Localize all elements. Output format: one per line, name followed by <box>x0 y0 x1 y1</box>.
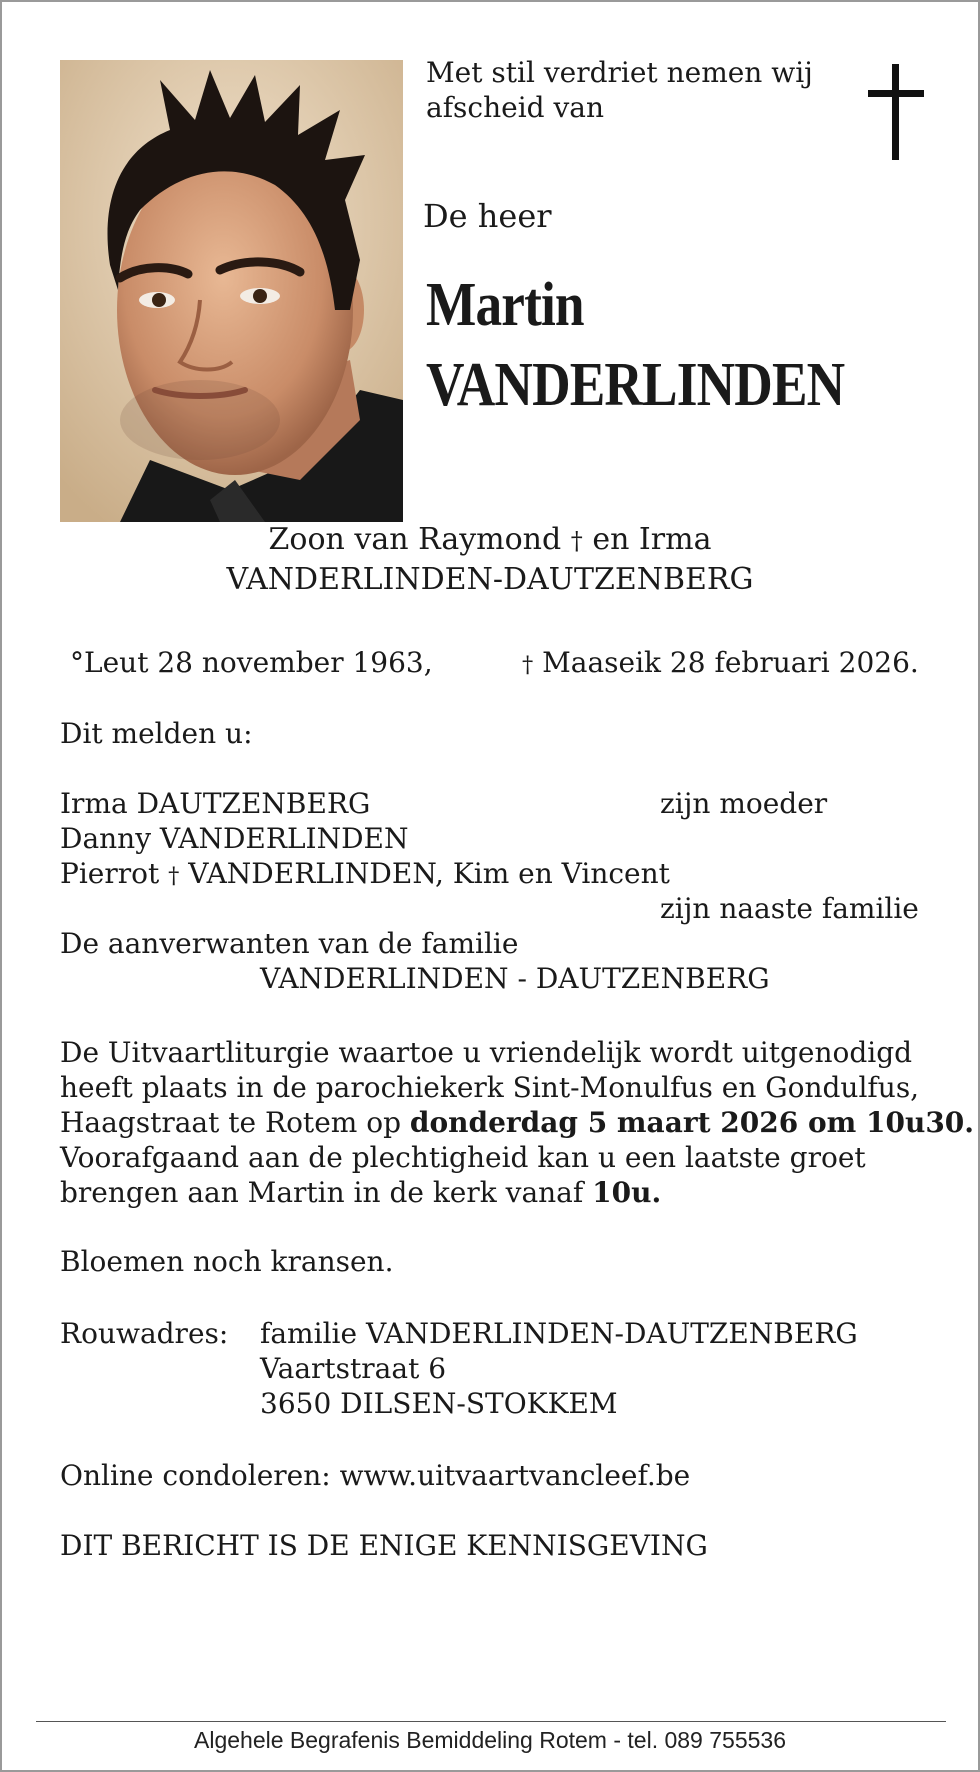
family-others-b: VANDERLINDEN, Kim en Vincent <box>188 857 670 890</box>
address-line-3: 3650 DILSEN-STOKKEM <box>260 1387 618 1420</box>
ceremony-line-3 <box>60 1105 974 1140</box>
death-date: Maaseik 28 februari 2026. <box>542 646 919 679</box>
parents-surname: VANDERLINDEN-DAUTZENBERG <box>226 562 754 597</box>
address-label: Rouwadres: <box>60 1317 229 1350</box>
family-others-a: Pierrot <box>60 857 160 890</box>
cross-icon <box>866 64 926 160</box>
family-others-cross: † <box>168 863 180 889</box>
last-name: VANDERLINDEN <box>426 351 845 419</box>
portrait-photo <box>60 60 403 522</box>
family-relatives: De aanverwanten van de familie <box>60 927 519 960</box>
footer-funeral-home: Algehele Begrafenis Bemiddeling Rotem - tel. 089 755536 <box>194 1727 786 1753</box>
ceremony-place: Haagstraat te Rotem op <box>60 1106 410 1139</box>
ceremony-line-5 <box>60 1175 661 1210</box>
parents-prefix: Zoon van Raymond <box>268 522 562 557</box>
birth-date: °Leut 28 november 1963, <box>70 646 433 679</box>
ceremony-line-1: De Uitvaartliturgie waartoe u vriendelijk wordt uitgenodigd <box>60 1036 913 1069</box>
address-line-2: Vaartstraat 6 <box>260 1352 447 1385</box>
intro-line-2: afscheid van <box>426 91 605 124</box>
ceremony-greeting-time: 10u. <box>592 1176 662 1209</box>
ceremony-greeting: brengen aan Martin in de kerk vanaf <box>60 1176 593 1209</box>
family-others-role: zijn naaste familie <box>660 892 919 925</box>
sole-notice: DIT BERICHT IS DE ENIGE KENNISGEVING <box>60 1529 708 1562</box>
first-name: Martin <box>426 271 584 339</box>
parents-suffix: en Irma <box>592 522 712 557</box>
ceremony-datetime: donderdag 5 maart 2026 om 10u30. <box>409 1106 975 1139</box>
flowers-note: Bloemen noch kransen. <box>60 1245 394 1278</box>
parents-line <box>2 522 978 559</box>
ceremony-line-4: Voorafgaand aan de plechtigheid kan u een laatste groet <box>60 1141 866 1174</box>
intro-line-1: Met stil verdriet nemen wij <box>426 56 813 89</box>
family-brother: Danny VANDERLINDEN <box>60 822 409 855</box>
family-mother: Irma DAUTZENBERG <box>60 787 371 820</box>
death-cross: † <box>522 652 534 678</box>
address-line-1: familie VANDERLINDEN-DAUTZENBERG <box>260 1317 858 1350</box>
deceased-cross-father: † <box>570 527 583 555</box>
ceremony-line-2: heeft plaats in de parochiekerk Sint-Monulfus en Gondulfus, <box>60 1071 920 1104</box>
footer-divider <box>36 1721 946 1722</box>
announce-heading: Dit melden u: <box>60 717 253 750</box>
death-date-line <box>522 646 919 682</box>
online-condolences: Online condoleren: www.uitvaartvancleef.be <box>60 1459 691 1492</box>
family-mother-role: zijn moeder <box>660 787 828 820</box>
family-relatives-name: VANDERLINDEN - DAUTZENBERG <box>260 962 770 995</box>
family-others <box>60 857 670 893</box>
honorific: De heer <box>423 197 552 235</box>
